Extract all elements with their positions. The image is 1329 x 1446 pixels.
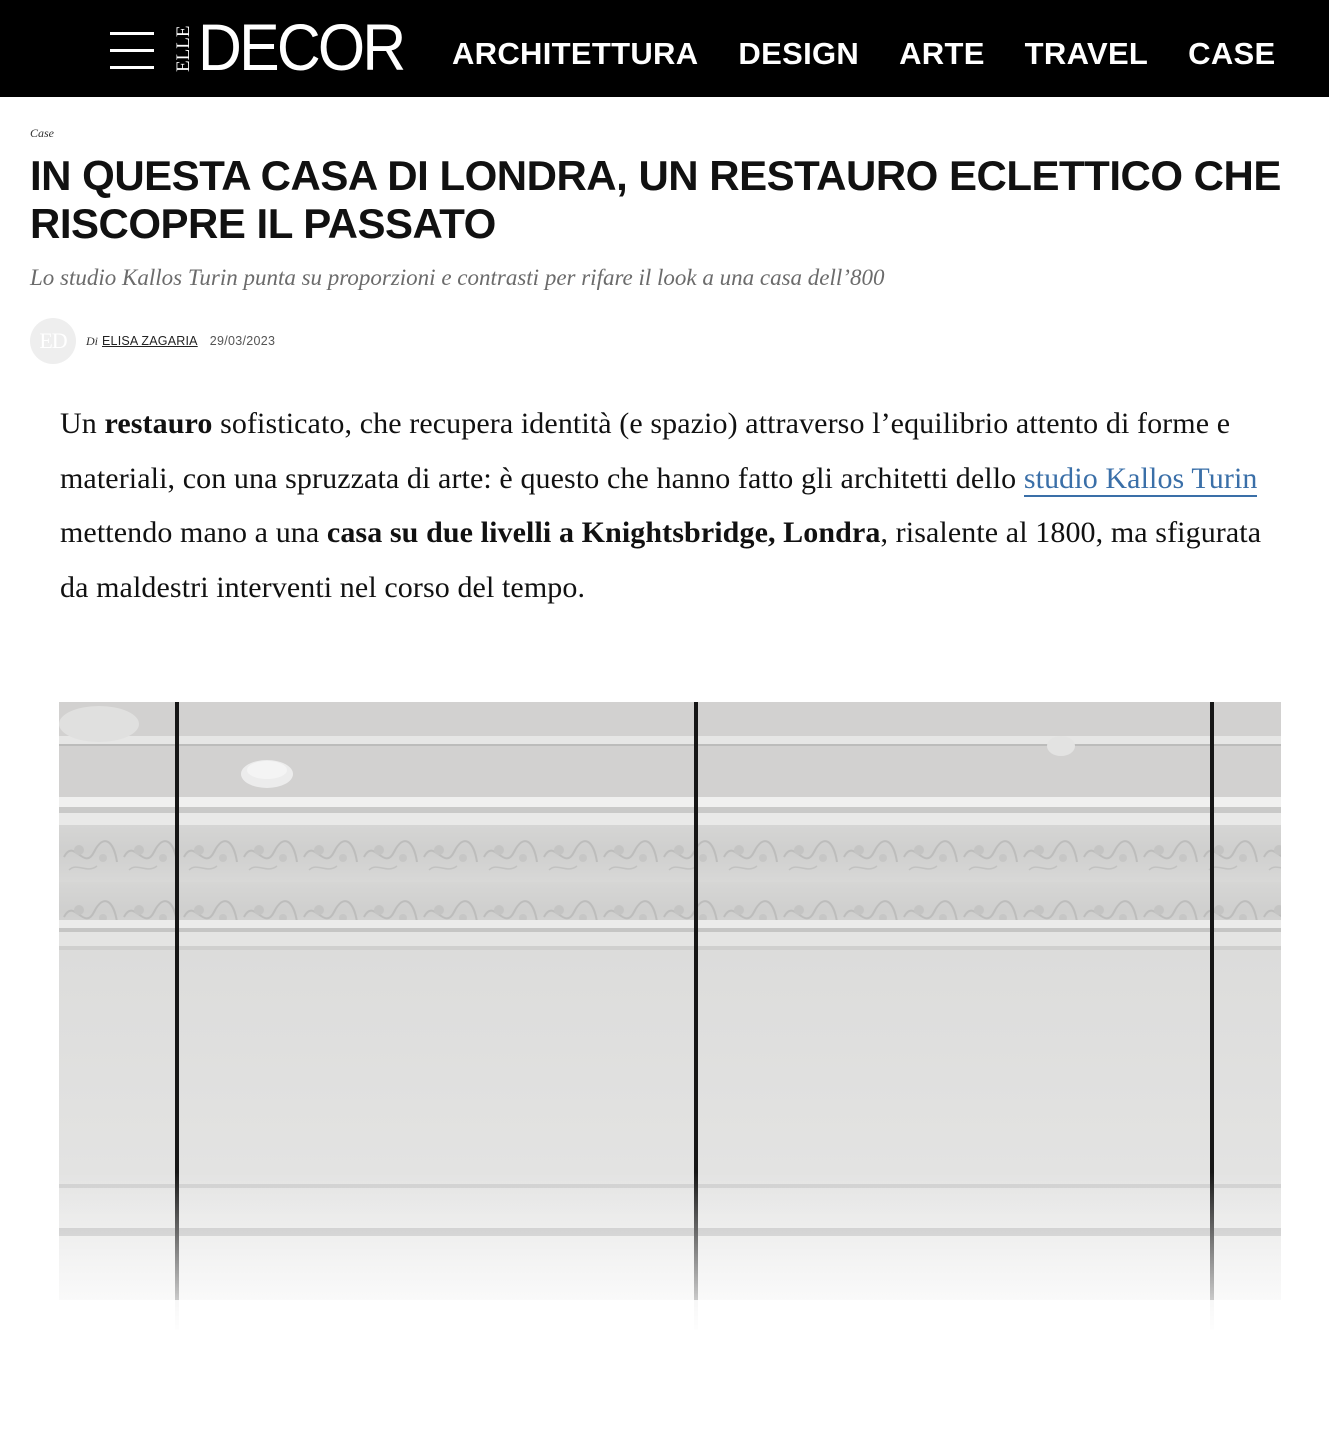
nav-item-arte[interactable]: ARTE [899, 36, 985, 71]
paragraph-text: sofisticato, che recupera identità (e spazio) attraverso l’equilibrio attento di forme e materiali, con una spruzzata di arte: è questo che hanno fatto gli architetti dello [60, 407, 1231, 495]
studio-kallos-turin-link[interactable]: studio Kallos Turin [1023, 461, 1258, 495]
paragraph-text: mettendo mano a una [60, 516, 327, 549]
article-category[interactable]: Case [30, 126, 54, 140]
paragraph-text: Un [60, 407, 105, 440]
nav-item-case[interactable]: CASE [1188, 36, 1276, 71]
logo-decor: DECOR [198, 10, 404, 84]
author-link[interactable]: ELISA ZAGARIA [102, 334, 198, 348]
hamburger-line [110, 32, 154, 35]
hamburger-line [110, 66, 154, 69]
paragraph-bold-text: restauro [104, 407, 213, 440]
publish-date: 29/03/2023 [209, 334, 276, 348]
nav-item-architettura[interactable]: ARCHITETTURA [452, 36, 699, 71]
paragraph-bold-text: casa su due livelli a Knightsbridge, Londra [326, 516, 881, 549]
top-nav-bar [0, 0, 1329, 97]
site-logo[interactable] [170, 10, 416, 84]
byline-prefix: Di [86, 333, 98, 348]
nav-item-travel[interactable]: TRAVEL [1024, 36, 1149, 71]
article-paragraph [60, 397, 1290, 615]
article-subtitle: Lo studio Kallos Turin punta su proporzioni e contrasti per rifare il look a una casa dell’800 [30, 265, 885, 290]
author-avatar[interactable]: ED [30, 318, 76, 364]
hamburger-menu-icon[interactable] [110, 30, 154, 72]
paragraph-text: , risalente al 1800, ma sfigurata da maldestri interventi nel corso del tempo. [60, 516, 1262, 604]
article-hero-image[interactable] [59, 702, 1281, 1330]
byline [30, 318, 275, 364]
logo-elle: ELLE [173, 25, 194, 73]
ceiling-cornice-photo [59, 702, 1281, 1330]
hamburger-line [110, 49, 154, 52]
article-title: IN QUESTA CASA DI LONDRA, UN RESTAURO ECLETTICO CHE RISCOPRE IL PASSATO [30, 152, 1281, 247]
main-nav [452, 34, 1276, 74]
nav-item-design[interactable]: DESIGN [738, 36, 860, 71]
